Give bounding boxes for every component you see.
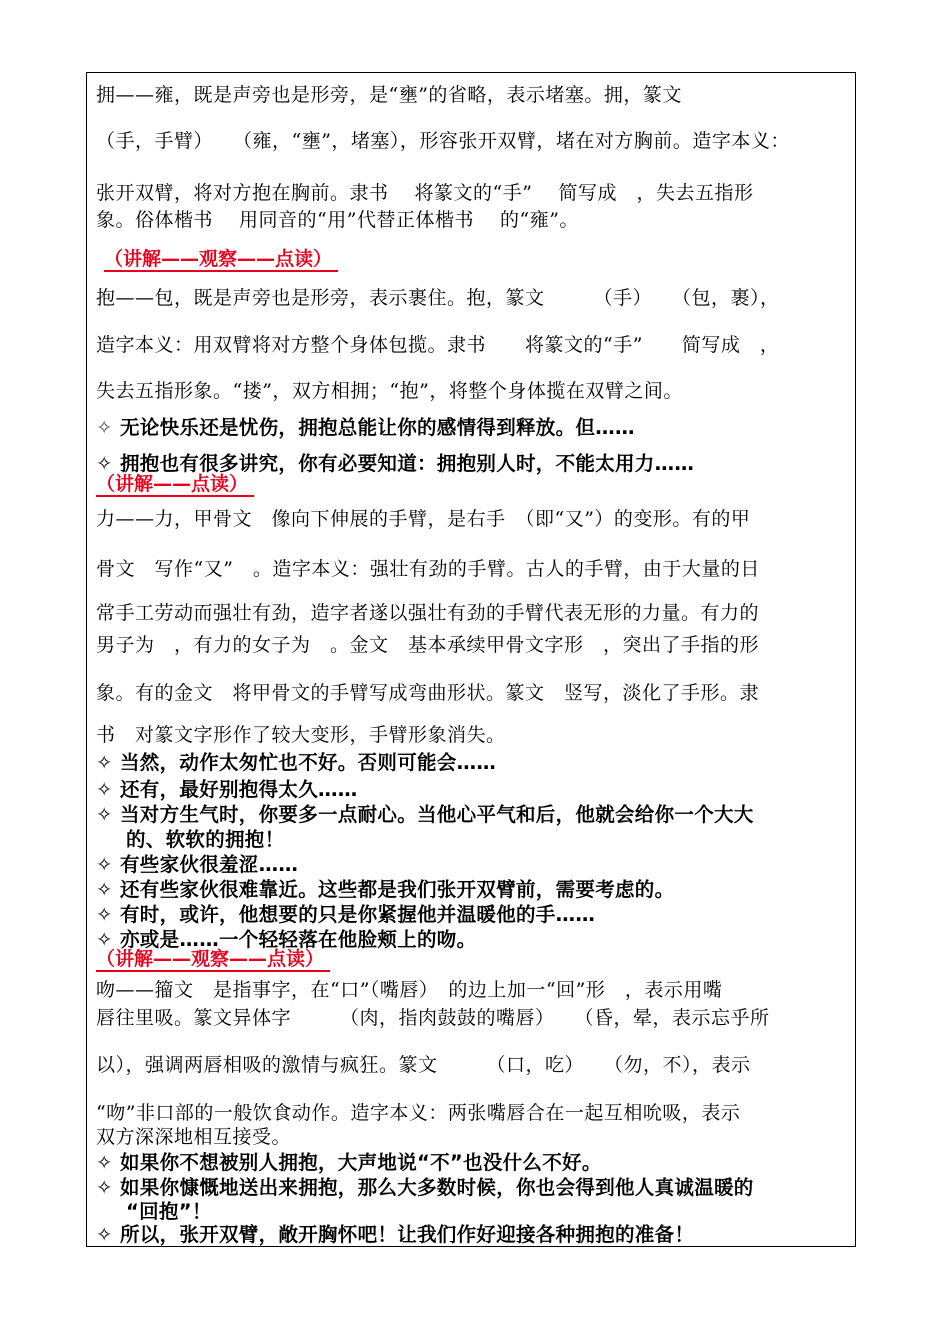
text-line: 象。有的金文 将甲骨文的手臂写成弯曲形状。篆文 竖写，淡化了手形。隶: [96, 682, 760, 704]
bullet-text: 如果你不想被别人拥抱，大声地说“不”也没什么不好。: [120, 1151, 602, 1174]
bullet-text: 亦或是……一个轻轻落在他脸颊上的吻。: [120, 928, 477, 951]
text-line: 拥——雍，既是声旁也是形旁，是“壅”的省略，表示堵塞。拥，篆文: [96, 84, 682, 106]
sparkle-icon: ✧: [96, 416, 113, 439]
text-line: 张开双臂，将对方抱在胸前。隶书 将篆文的“手” 简写成 ，失去五指形: [96, 182, 754, 204]
section-heading-2: [96, 473, 850, 497]
bullet-item: [96, 747, 850, 775]
text-line: 造字本义：用双臂将对方整个身体包揽。隶书 将篆文的“手” 简写成 ，: [96, 334, 780, 356]
bullet-item: [96, 899, 850, 927]
text-line: 吻——籀文 是指事字，在“口”（嘴唇） 的边上加一“回”形 ，表示用嘴: [96, 979, 723, 1001]
section-heading-text: （讲解——观察——点读）: [96, 948, 330, 972]
bullet-text: 当然，动作太匆忙也不好。否则可能会……: [120, 751, 497, 774]
section-heading-3: [96, 948, 850, 972]
text-line: 唇往里吸。篆文异体字 （肉，指肉鼓鼓的嘴唇） （昏，晕，表示忘乎所: [96, 1007, 770, 1029]
diamond-bullet-icon: ✧: [96, 853, 113, 876]
bullet-text: 无论快乐还是忧伤，拥抱总能让你的感情得到释放。但……: [120, 416, 635, 439]
section-heading-1: [104, 248, 850, 272]
text-line: “吻”非口部的一般饮食动作。造字本义：两张嘴唇合在一起互相吮吸，表示: [96, 1102, 741, 1124]
diamond-bullet-icon: ✧: [96, 903, 113, 926]
diamond-bullet-icon: ✧: [96, 778, 113, 801]
section-heading-text: （讲解——点读）: [96, 473, 254, 497]
text-line: 象。俗体楷书 用同音的“用”代替正体楷书 的“雍”。: [96, 209, 579, 231]
text-line: 骨文 写作“又” 。造字本义：强壮有劲的手臂。古人的手臂，由于大量的日: [96, 558, 760, 580]
bullet-text: 还有些家伙很难靠近。这些都是我们张开双臂前，需要考虑的。: [120, 878, 675, 901]
bullet-item-continuation: “回抱”！: [126, 1200, 212, 1223]
text-line: 男子为 ，有力的女子为 。金文 基本承续甲骨文字形 ，突出了手指的形: [96, 634, 760, 656]
diamond-bullet-icon: ✧: [96, 878, 113, 901]
diamond-bullet-icon: ✧: [96, 1176, 113, 1199]
bullet-text: 拥抱也有很多讲究，你有必要知道：拥抱别人时，不能太用力……: [120, 452, 695, 475]
bullet-item: [96, 1147, 850, 1175]
diamond-bullet-icon: ✧: [96, 928, 113, 951]
bullet-text: 如果你慷慨地送出来拥抱，那么大多数时候，你也会得到他人真诚温暖的: [120, 1176, 754, 1199]
bullet-text: 所以，张开双臂，敞开胸怀吧！让我们作好迎接各种拥抱的准备！: [120, 1223, 695, 1246]
bullet-item: [96, 799, 850, 827]
bullet-item: [96, 412, 850, 440]
bullet-text: 有些家伙很羞涩……: [120, 853, 299, 876]
diamond-bullet-icon: ✧: [96, 751, 113, 774]
bullet-text: 有时，或许，他想要的只是你紧握他并温暖他的手……: [120, 903, 596, 926]
bullet-item: [96, 874, 850, 902]
bullet-text: 还有，最好别抱得太久……: [120, 778, 358, 801]
text-line: 常手工劳动而强壮有劲，造字者遂以强壮有劲的手臂代表无形的力量。有力的: [96, 602, 760, 624]
diamond-bullet-icon: ✧: [96, 1223, 113, 1246]
bullet-item: [96, 849, 850, 877]
diamond-bullet-icon: ✧: [96, 452, 113, 475]
text-line: 以），强调两唇相吸的激情与疯狂。篆文 （口，吃） （勿，不），表示: [96, 1054, 751, 1076]
text-line: 失去五指形象。“搂”，双方相拥；“抱”，将整个身体揽在双臂之间。: [96, 380, 683, 402]
text-line: 抱——包，既是声旁也是形旁，表示裹住。抱，篆文 （手） （包，裹），: [96, 287, 780, 309]
text-line: 书 对篆文字形作了较大变形，手臂形象消失。: [96, 724, 506, 746]
bullet-item-continuation: 的、软软的拥抱！: [126, 828, 285, 851]
bullet-text: 当对方生气时，你要多一点耐心。当他心平气和后，他就会给你一个大大: [120, 803, 754, 826]
diamond-bullet-icon: ✧: [96, 803, 113, 826]
bullet-item: [96, 774, 850, 802]
bullet-item: [96, 1219, 850, 1247]
section-heading-text: （讲解——观察——点读）: [104, 248, 338, 272]
text-line: 力——力，甲骨文 像向下伸展的手臂，是右手 （即“又”）的变形。有的甲: [96, 508, 751, 530]
text-line: （手，手臂） （雍，“壅”，堵塞），形容张开双臂，堵在对方胸前。造字本义：: [96, 130, 790, 152]
diamond-bullet-icon: ✧: [96, 1151, 113, 1174]
bullet-item: [96, 448, 850, 476]
text-line: 双方深深地相互接受。: [96, 1126, 292, 1148]
